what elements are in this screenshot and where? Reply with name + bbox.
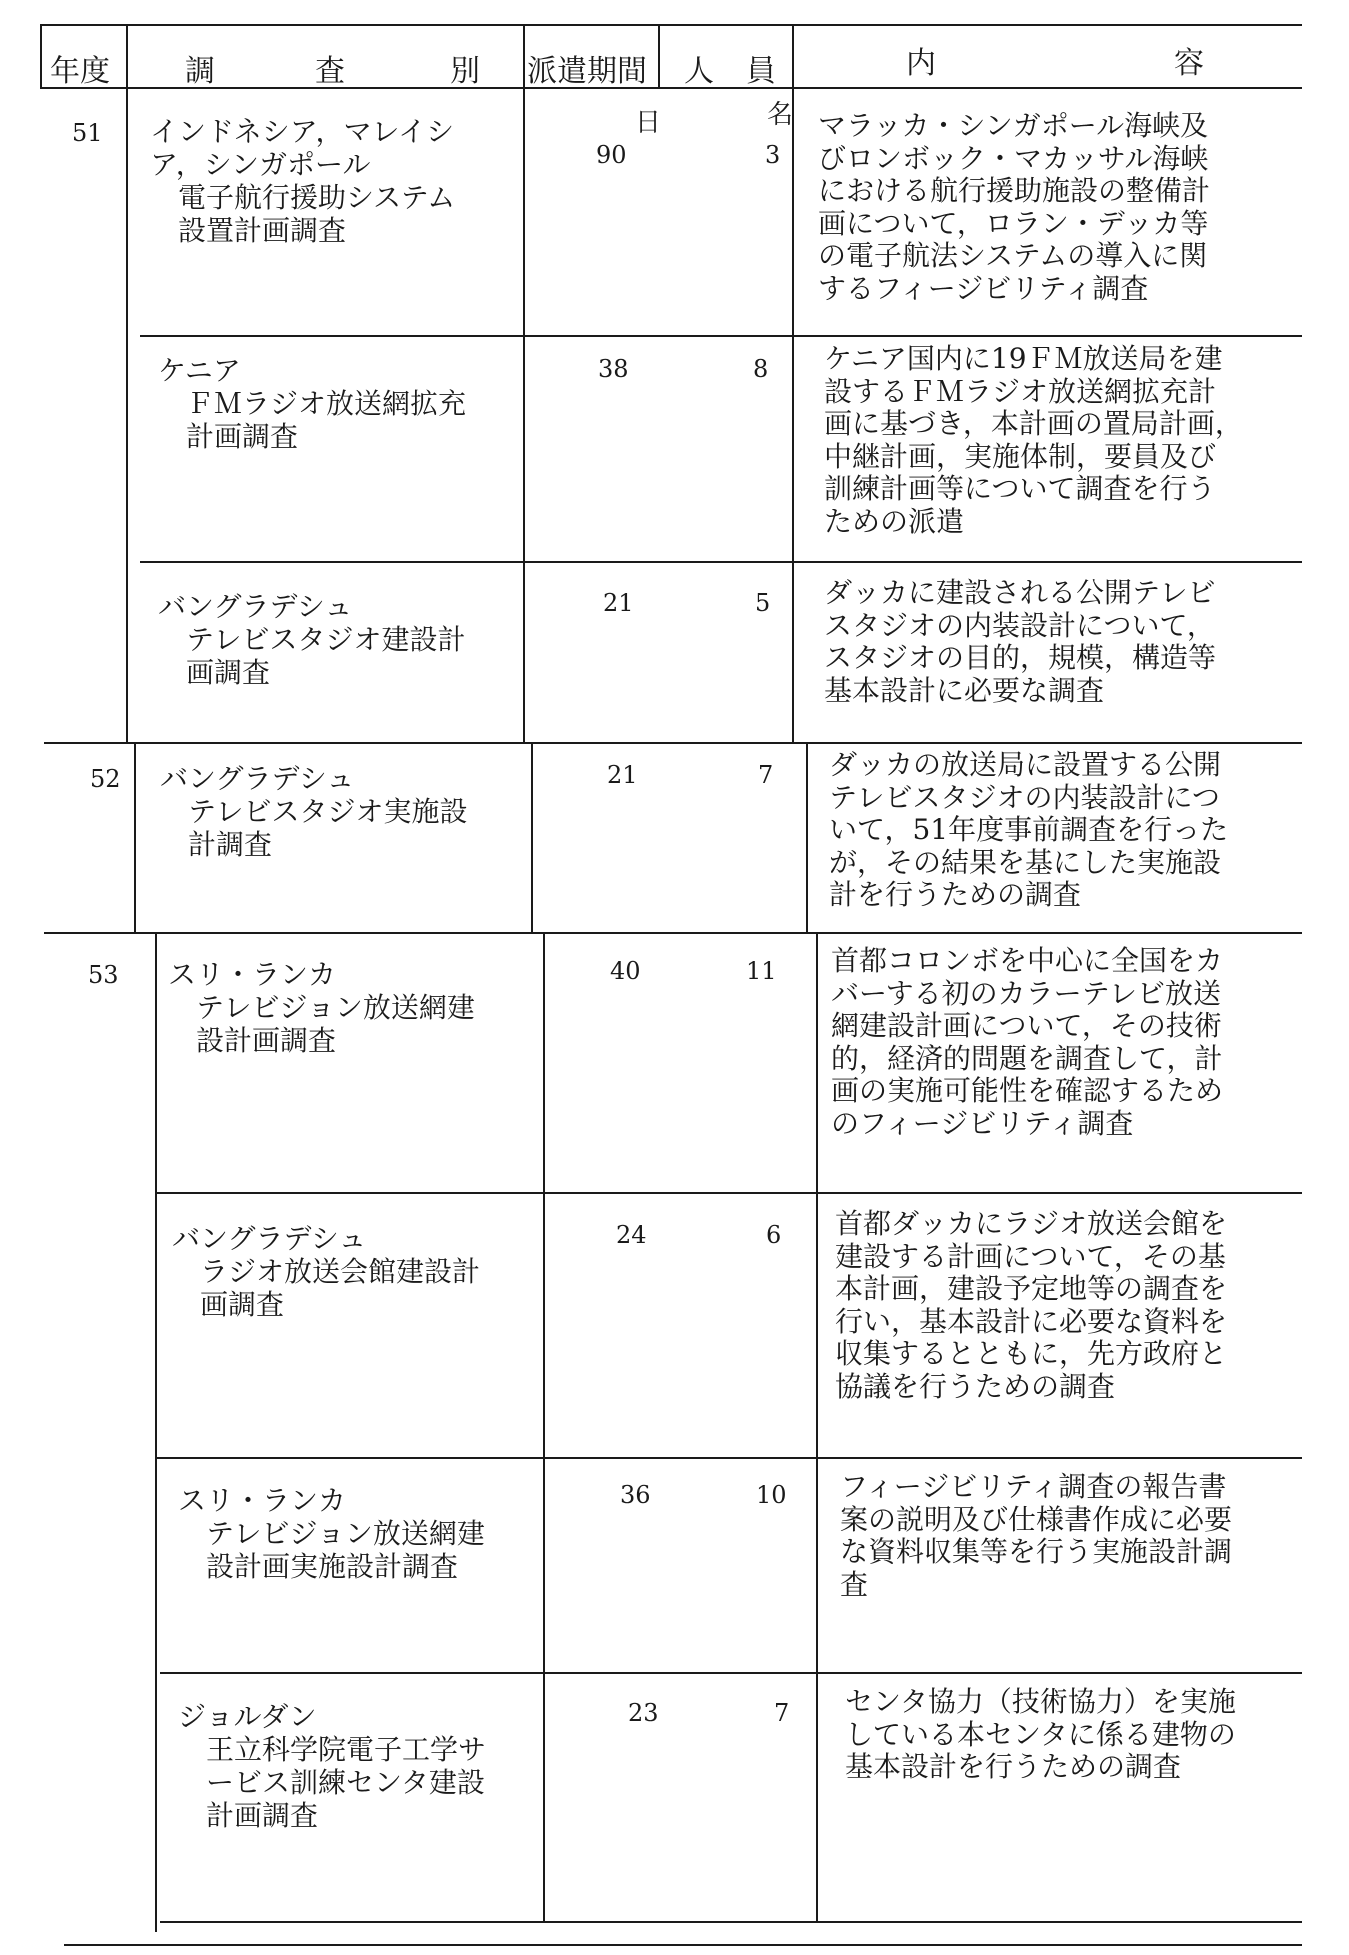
- group-divider: [44, 932, 1302, 934]
- survey-title: バングラデシュ ラジオ放送会館建設計 画調査: [172, 1222, 481, 1321]
- year-column-rule: [155, 932, 157, 1932]
- year-column-rule: [126, 24, 128, 742]
- header-survey: 査: [315, 54, 345, 89]
- group-divider: [44, 742, 1302, 744]
- survey-title: ケニア ＦＭラジオ放送網拡充 計画調査: [158, 354, 467, 453]
- days-unit-label: 日: [635, 108, 662, 138]
- header-rule: [40, 87, 1302, 89]
- content-column-rule: [816, 932, 818, 1922]
- survey-title: バングラデシュ テレビスタジオ建設計 画調査: [158, 590, 466, 689]
- header-survey: 調: [185, 54, 215, 89]
- year-column-rule: [40, 24, 42, 89]
- header-staff: 人: [684, 54, 714, 89]
- dispatch-days: 21: [607, 761, 638, 789]
- survey-content: ケニア国内に19ＦＭ放送局を建 設するＦＭラジオ放送網拡充計 画に基づき，本計画の置局計画， 中継計画，実施体制，要員及び 訓練計画等について調査を行う ための派遣: [824, 342, 1243, 538]
- survey-content: ダッカに建設される公開テレビ スタジオの内装設計について， スタジオの目的，規模，構造等 基本設計に必要な調査: [824, 576, 1217, 707]
- survey-title: インドネシア，マレイシ ア，シンガポール 電子航行援助システム 設置計画調査: [150, 115, 456, 247]
- survey-title: バングラデシュ テレビスタジオ実施設 計調査: [160, 762, 468, 861]
- header-content: 内: [906, 46, 936, 81]
- dispatch-days: 38: [598, 355, 629, 383]
- row-bottom-rule: [160, 1921, 1302, 1923]
- period-column-rule: [658, 24, 660, 89]
- staff-count: 10: [756, 1481, 787, 1509]
- survey-column-rule: [543, 932, 545, 1922]
- staff-count: 7: [774, 1699, 790, 1727]
- dispatch-days: 23: [628, 1699, 659, 1727]
- content-column-rule: [792, 24, 794, 742]
- row-divider: [156, 1192, 1302, 1194]
- survey-column-rule: [523, 24, 525, 742]
- row-divider: [156, 1457, 1302, 1459]
- survey-column-rule: [531, 742, 533, 932]
- year-column-rule: [134, 742, 136, 932]
- survey-title: スリ・ランカ テレビジョン放送網建 設計画実施設計調査: [178, 1484, 485, 1583]
- header-staff: 員: [746, 54, 776, 89]
- year-label: 52: [90, 765, 121, 793]
- persons-unit-label: 名: [767, 100, 794, 130]
- year-label: 51: [72, 119, 103, 147]
- staff-count: 7: [758, 761, 774, 789]
- staff-count: 5: [755, 589, 771, 617]
- dispatch-days: 90: [596, 141, 627, 169]
- staff-count: 6: [766, 1221, 782, 1249]
- top-rule: [40, 24, 1302, 26]
- bottom-rule: [64, 1944, 1302, 1946]
- row-divider: [140, 335, 1302, 337]
- survey-content: ダッカの放送局に設置する公開 テレビスタジオの内装設計につ いて，51年度事前調査を行った が，その結果を基にした実施設 計を行うための調査: [829, 748, 1229, 911]
- dispatch-days: 40: [610, 957, 641, 985]
- staff-count: 8: [753, 355, 769, 383]
- header-content: 容: [1174, 46, 1204, 81]
- dispatch-days: 21: [603, 589, 634, 617]
- header-year: 年度: [50, 54, 110, 89]
- dispatch-days: 24: [616, 1221, 647, 1249]
- survey-title: スリ・ランカ テレビジョン放送網建 設計画調査: [168, 958, 475, 1057]
- content-column-rule: [806, 742, 808, 932]
- survey-title: ジョルダン 王立科学院電子工学サ ービス訓練センタ建設 計画調査: [178, 1700, 487, 1832]
- survey-content: フィージビリティ調査の報告書 案の説明及び仕様書作成に必要 な資料収集等を行う実施設計調 査: [840, 1470, 1233, 1601]
- staff-count: 11: [746, 957, 777, 985]
- dispatch-days: 36: [620, 1481, 651, 1509]
- year-label: 53: [88, 961, 119, 989]
- staff-count: 3: [765, 141, 781, 169]
- header-period: 派遣期間: [527, 54, 647, 89]
- survey-content: センタ協力（技術協力）を実施 している本センタに係る建物の 基本設計を行うための調査: [845, 1685, 1236, 1783]
- header-survey: 別: [450, 54, 480, 89]
- survey-content: マラッカ・シンガポール海峡及 びロンボック・マカッサル海峡 における航行援助施設の整備計 画について，ロラン・デッカ等 の電子航法システムの導入に関 するフィージビリティ調査: [818, 109, 1211, 305]
- row-divider: [160, 1672, 1302, 1674]
- survey-content: 首都ダッカにラジオ放送会館を 建設する計画について，その基 本計画，建設予定地等の調査を 行い，基本設計に必要な資料を 収集するとともに，先方政府と 協議を行うための調査: [835, 1207, 1228, 1403]
- survey-content: 首都コロンボを中心に全国をカ バーする初のカラーテレビ放送 網建設計画について，その技術 的，経済的問題を調査して，計 画の実施可能性を確認するため のフィージビリティ調査: [831, 944, 1224, 1140]
- row-divider: [140, 561, 1302, 563]
